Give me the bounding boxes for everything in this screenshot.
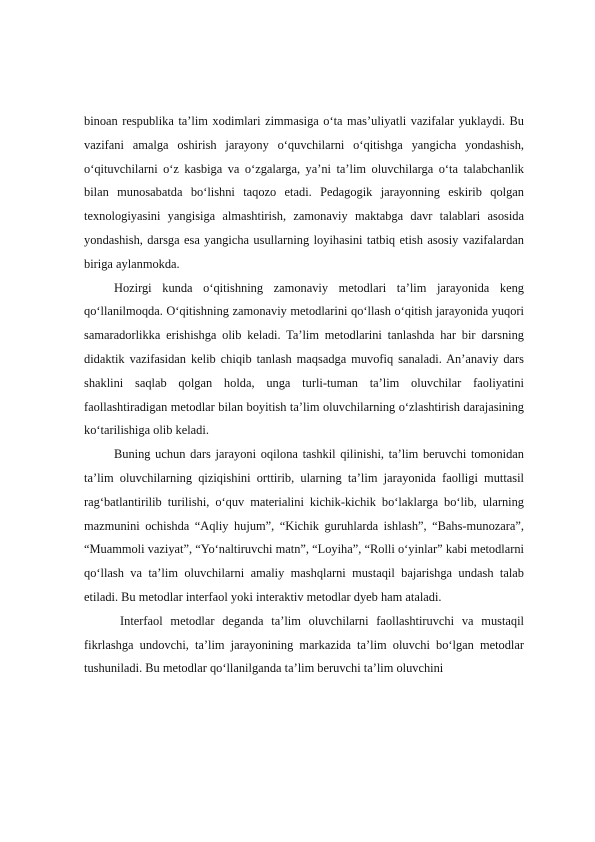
- paragraph-1: binoan respublika ta’lim xodimlari zimmasiga o‘ta mas’uliyatli vazifalar yuklaydi. Bu vazifani amalga oshirish jarayony o‘quvchilarni o‘qitishga yangicha yondashish, o‘qituvchilarni o‘z kasbiga va o‘zgalarga, ya’ni ta’lim oluvchilarga o‘ta talabchanlik bilan munosabatda bo‘lishni taqozo etadi. Pedagogik jarayonning eskirib qolgan texnologiyasini yangisiga almashtirish, zamonaviy maktabga davr talablari asosida yondashish, darsga esa yangicha usullarning loyihasini tatbiq etish asosiy vazifalardan biriga aylanmokda.: [84, 114, 524, 271]
- document-page: [84, 110, 524, 681]
- paragraph-3: Buning uchun dars jarayoni oqilona tashkil qilinishi, ta’lim beruvchi tomonidan ta’lim oluvchilarning qiziqishini orttirib, ularning ta’lim jarayonida faolligi muttasil rag‘batlantirilib turilishi, o‘quv materialini kichik-kichik bo‘laklarga bo‘lib, ularning mazmunini ochishda “Aqliy hujum”, “Kichik guruhlarda ishlash”, “Bahs-munozara”, “Muammoli vaziyat”, “Yo‘naltiruvchi matn”, “Loyiha”, “Rolli o‘yinlar” kabi metodlarni qo‘llash va ta’lim oluvchilarni amaliy mashqlarni mustaqil bajarishga undash talab etiladi. Bu metodlar interfaol yoki interaktiv metodlar dyeb ham ataladi.: [84, 447, 524, 604]
- paragraph-2: Hozirgi kunda o‘qitishning zamonaviy metodlari ta’lim jarayonida keng qo‘llanilmoqda. O‘qitishning zamonaviy metodlarini qo‘llash o‘qitish jarayonida yuqori samaradorlikka erishishga olib keladi. Ta’lim metodlarini tanlashda har bir darsning didaktik vazifasidan kelib chiqib tanlash maqsadga muvofiq sanaladi. An’anaviy dars shaklini saqlab qolgan holda, unga turli-tuman ta’lim oluvchilar faoliyatini faollashtiradigan metodlar bilan boyitish ta’lim oluvchilarning o‘zlashtirish darajasining ko‘tarilishiga olib keladi.: [84, 280, 524, 438]
- paragraph-4: Interfaol metodlar deganda ta’lim oluvchilarni faollashtiruvchi va mustaqil fikrlashga undovchi, ta’lim jarayonining markazida ta’lim oluvchi bo‘lgan metodlar tushuniladi. Bu metodlar qo‘llanilganda ta’lim beruvchi ta’lim oluvchini: [84, 613, 524, 676]
